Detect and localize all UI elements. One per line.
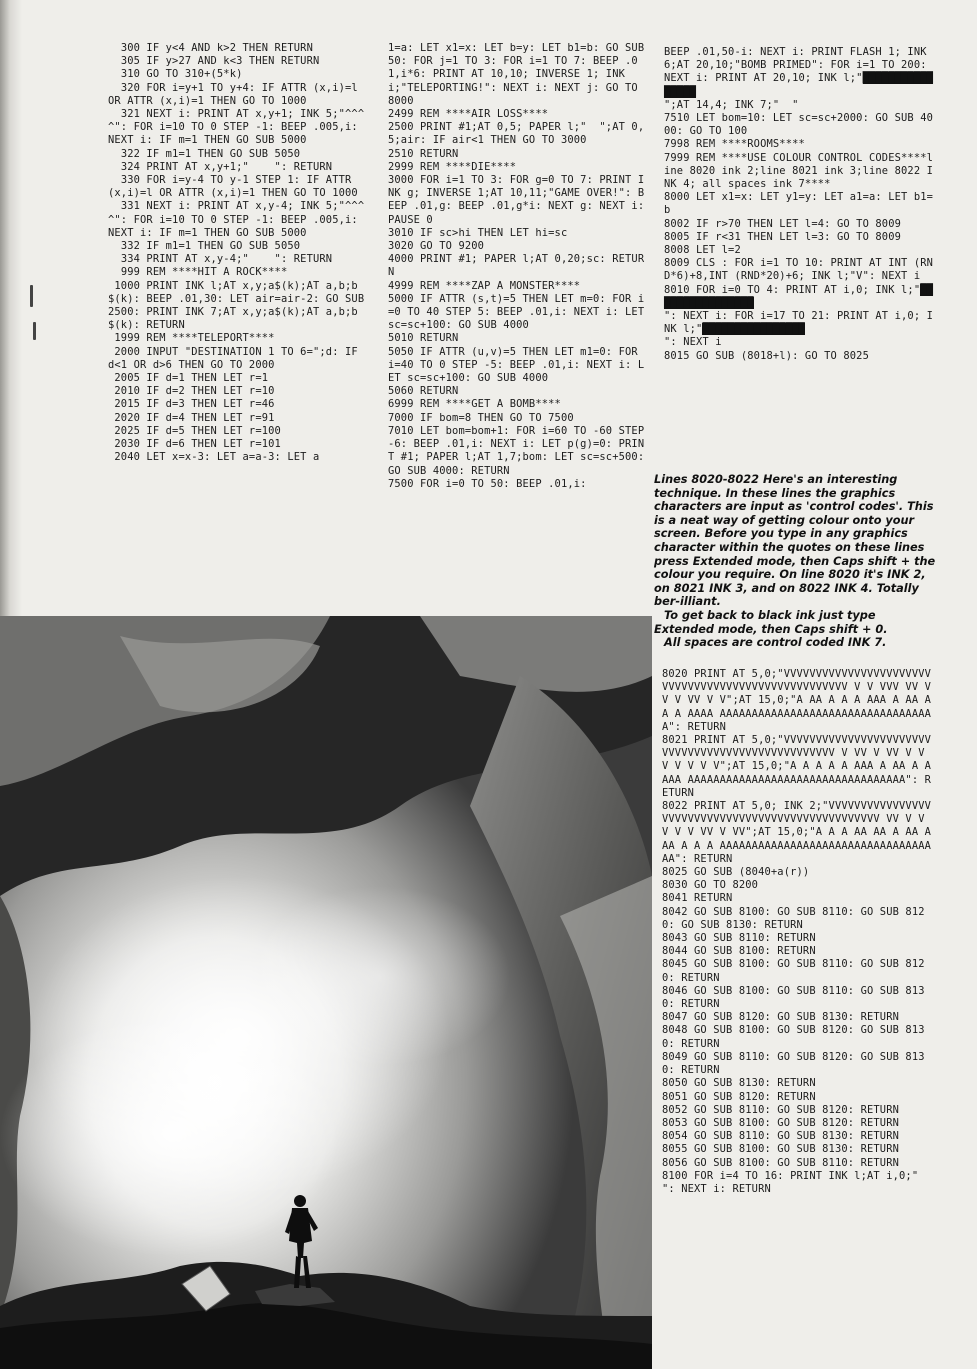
code-line: 8054 GO SUB 8110: GO SUB 8130: RETURN [662,1130,900,1143]
code-line: 305 IF y>27 AND k<3 THEN RETURN [108,55,320,68]
code-line: 8051 GO SUB 8120: RETURN [662,1090,816,1103]
code-line: 2000 INPUT "DESTINATION 1 TO 6=";d: IF d<1 OR d>6 THEN GO TO 2000 [108,345,365,371]
code-line: 8005 IF r<31 THEN LET l=3: GO TO 8009 [664,230,902,243]
code-line: 321 NEXT i: PRINT AT x,y+1; INK 5;"^^^^": FOR i=10 TO 0 STEP -1: BEEP .005,i: NEXT i: IF m=1 THEN GO SUB 5000 [108,108,365,147]
code-line: 8050 GO SUB 8130: RETURN [662,1077,816,1090]
code-line: 8052 GO SUB 8110: GO SUB 8120: RETURN [662,1103,900,1116]
code-line: 2005 IF d=1 THEN LET r=1 [108,372,269,385]
code-line: 8021 PRINT AT 5,0;"VVVVVVVVVVVVVVVVVVVVVVVVVVVVVVVVVVVVVVVVVVVVVVVVVV V VV V VV V V V V V V V";AT 15,0;"A A A A A AAA A AA A A AAA AAAAAAAAAAAAAAAAAAAAAAAAAAAAAAAAAA": RETURN [662,734,938,799]
code-line: 8100 FOR i=4 TO 16: PRINT INK l;AT i,0;" ": NEXT i: RETURN [662,1169,944,1195]
code-line: 8056 GO SUB 8100: GO SUB 8110: RETURN [662,1156,900,1169]
binding-mark [30,285,33,307]
code-line: 8045 GO SUB 8100: GO SUB 8110: GO SUB 8120: RETURN [662,958,925,984]
code-line: 2020 IF d=4 THEN LET r=91 [108,411,275,424]
code-line: 331 NEXT i: PRINT AT x,y-4; INK 5;"^^^^": FOR i=10 TO 0 STEP -1: BEEP .005,i: NEXT i: IF m=1 THEN GO SUB 5000 [108,200,365,239]
code-line: 7500 FOR i=0 TO 50: BEEP .01,i: [388,477,587,490]
code-line: 7000 IF bom=8 THEN GO TO 7500 [388,411,574,424]
code-line: 8046 GO SUB 8100: GO SUB 8110: GO SUB 8130: RETURN [662,984,925,1011]
code-line: 5010 RETURN [388,332,459,345]
code-line: 8030 GO TO 8200 [662,879,759,892]
code-line: 8010 FOR i=0 TO 4: PRINT AT i,0; INK l;"████████████████ [664,283,934,309]
inverse-block: ████████████████ [702,323,805,336]
code-line: 5050 IF ATTR (u,v)=5 THEN LET m1=0: FOR i=40 TO 0 STEP -5: BEEP .01,i: NEXT i: LET sc=sc+100: GO SUB 4000 [388,345,645,385]
listing-column-2 [388,42,651,491]
code-line: 300 IF y<4 AND k>2 THEN RETURN [108,42,313,54]
code-line: 3010 IF sc>hi THEN LET hi=sc [388,226,568,239]
tip-paragraph: To get back to black ink just type Extended mode, then Caps shift + 0. [654,608,888,636]
code-line: ": NEXT i [664,336,722,349]
tip-paragraph: All spaces are control coded INK 7. [664,636,887,650]
binding-mark [33,322,36,340]
code-line: 4999 REM ****ZAP A MONSTER**** [388,279,581,292]
code-line: 7510 LET bom=10: LET sc=sc+2000: GO SUB 4000: GO TO 100 [664,112,934,138]
code-line: 8002 IF r>70 THEN LET l=4: GO TO 8009 [664,217,902,230]
code-line: 8041 RETURN [662,892,733,905]
listing-column-1 [108,42,370,465]
code-line: 8015 GO SUB (8018+l): GO TO 8025 [664,349,869,362]
cave-photograph-art [0,616,652,1369]
code-line: 999 REM ****HIT A ROCK**** [108,266,288,279]
code-line: 8047 GO SUB 8120: GO SUB 8130: RETURN [662,1011,900,1024]
code-line: 334 PRINT AT x,y-4;" ": RETURN [108,253,333,266]
code-line: ";AT 14,4; INK 7;" " [664,98,799,111]
code-line: 324 PRINT AT x,y+1;" ": RETURN [108,160,333,173]
code-line: 1999 REM ****TELEPORT**** [108,332,275,345]
code-line: 8025 GO SUB (8040+a(r)) [662,866,810,879]
code-line: 332 IF m1=1 THEN GO SUB 5050 [108,240,301,253]
listing-column-3 [664,46,934,363]
inverse-block: ████████████████ [664,283,934,309]
tip-box [654,473,936,650]
code-line: 1000 PRINT INK l;AT x,y;a$(k);AT a,b;b$(k): BEEP .01,30: LET air=air-2: GO SUB 2500: PRINT INK 7;AT x,y;a$(k);AT a,b;b$(k): RETURN [108,279,371,332]
code-line: 322 IF m1=1 THEN GO SUB 5050 [108,147,301,160]
code-line: 8048 GO SUB 8100: GO SUB 8120: GO SUB 8130: RETURN [662,1024,925,1050]
code-line: 8020 PRINT AT 5,0;"VVVVVVVVVVVVVVVVVVVVVVVVVVVVVVVVVVVVVVVVVVVVVVVVVVVV V V VVV VV V V V VV V V";AT 15,0;"A AA A A A AAA A AA AA A AAAA AAAAAAAAAAAAAAAAAAAAAAAAAAAAAAAAAA": RETURN [662,668,938,733]
code-line: 8049 GO SUB 8110: GO SUB 8120: GO SUB 8130: RETURN [662,1050,925,1077]
tip-paragraph: Here's an interesting technique. In these lines the graphics characters are input as 'control codes'. This is a neat way of getting colour onto your screen. Before you type in any graphics character within the quotes on these lines press Extended mode, then Caps shift + the colour you require. On line 8020 it's INK 2, on 8021 INK 3, and on 8022 INK 4. Totally ber-illiant. [654,473,936,609]
code-line: 8055 GO SUB 8100: GO SUB 8130: RETURN [662,1143,900,1156]
code-line: 2510 RETURN [388,147,459,160]
code-line: 3020 GO TO 9200 [388,240,485,253]
code-line: 8008 LET l=2 [664,244,741,257]
code-line: 1=a: LET x1=x: LET b=y: LET b1=b: GO SUB 50: FOR j=1 TO 3: FOR i=1 TO 7: BEEP .01,i*6: PRINT AT 10,10; INVERSE 1; INK i;"TELEPORTING!": NEXT i: NEXT j: GO TO 8000 [388,42,651,107]
cave-photograph [0,616,652,1369]
code-line: 8043 GO SUB 8110: RETURN [662,932,816,945]
code-line: 2500 PRINT #1;AT 0,5; PAPER l;" ";AT 0,5;air: IF air<1 THEN GO TO 3000 [388,121,645,147]
code-line: 5000 IF ATTR (s,t)=5 THEN LET m=0: FOR i=0 TO 40 STEP 5: BEEP .01,i: NEXT i: LET sc=sc+100: GO SUB 4000 [388,292,651,332]
code-line: 2499 REM ****AIR LOSS**** [388,108,549,121]
code-line: 6999 REM ****GET A BOMB**** [388,398,561,411]
code-line: 2030 IF d=6 THEN LET r=101 [108,438,281,451]
code-line: 8053 GO SUB 8100: GO SUB 8120: RETURN [662,1116,900,1129]
code-line: 2010 IF d=2 THEN LET r=10 [108,385,275,398]
code-line: 5060 RETURN [388,385,459,398]
code-line: 3000 FOR i=1 TO 3: FOR g=0 TO 7: PRINT INK g; INVERSE 1;AT 10,11;"GAME OVER!": BEEP .01,g: BEEP .01,g*i: NEXT g: NEXT i: PAUSE 0 [388,174,651,226]
code-line: 2025 IF d=5 THEN LET r=100 [108,424,281,437]
inverse-block: ████████████████ [664,72,934,98]
code-line: ": NEXT i: FOR i=17 TO 21: PRINT AT i,0; INK l;"████████████████ [664,310,934,336]
code-line: 4000 PRINT #1; PAPER l;AT 0,20;sc: RETURN [388,253,645,279]
code-line: 7998 REM ****ROOMS**** [664,138,805,151]
code-line: 8009 CLS : FOR i=1 TO 10: PRINT AT INT (RND*6)+8,INT (RND*20)+6; INK l;"V": NEXT i [664,257,934,283]
tip-heading: Lines 8020-8022 [654,473,760,486]
code-line: 2015 IF d=3 THEN LET r=46 [108,398,275,411]
code-line: 7010 LET bom=bom+1: FOR i=60 TO -60 STEP -6: BEEP .01,i: NEXT i: LET p(g)=0: PRINT #1; PAPER l;AT 1,7;bom: LET sc=sc+500: GO SUB 4000: RETURN [388,424,651,477]
code-line: 2040 LET x=x-3: LET a=a-3: LET a [108,451,320,464]
code-line: 8044 GO SUB 8100: RETURN [662,945,816,958]
code-line: 310 GO TO 310+(5*k) [108,68,243,81]
code-line: 8000 LET x1=x: LET y1=y: LET a1=a: LET b1=b [664,191,934,217]
code-line: 7999 REM ****USE COLOUR CONTROL CODES****line 8020 ink 2;line 8021 ink 3;line 8022 INK 4; all spaces ink 7**** [664,151,934,191]
code-line: 2999 REM ****DIE**** [388,160,517,173]
code-line: 8042 GO SUB 8100: GO SUB 8110: GO SUB 8120: GO SUB 8130: RETURN [662,905,925,931]
code-line: 330 FOR i=y-4 TO y-1 STEP 1: IF ATTR (x,i)=l OR ATTR (x,i)=1 THEN GO TO 1000 [108,174,358,200]
code-line: BEEP .01,50-i: NEXT i: PRINT FLASH 1; INK 6;AT 20,10;"BOMB PRIMED": FOR i=1 TO 200: NEXT i: PRINT AT 20,10; INK l;"████████████████ [664,46,934,98]
code-line: 8022 PRINT AT 5,0; INK 2;"VVVVVVVVVVVVVVVVVVVVVVVVVVVVVVVVVVVVVVVVVVVVVVVVVV VV V V V V V VV V VV";AT 15,0;"A A A AA AA A AA AAA A A A AAAAAAAAAAAAAAAAAAAAAAAAAAAAAAAAAAA": RETURN [662,800,932,865]
listing-column-4 [662,668,944,1196]
code-line: 320 FOR i=y+1 TO y+4: IF ATTR (x,i)=l OR ATTR (x,i)=1 THEN GO TO 1000 [108,81,365,107]
